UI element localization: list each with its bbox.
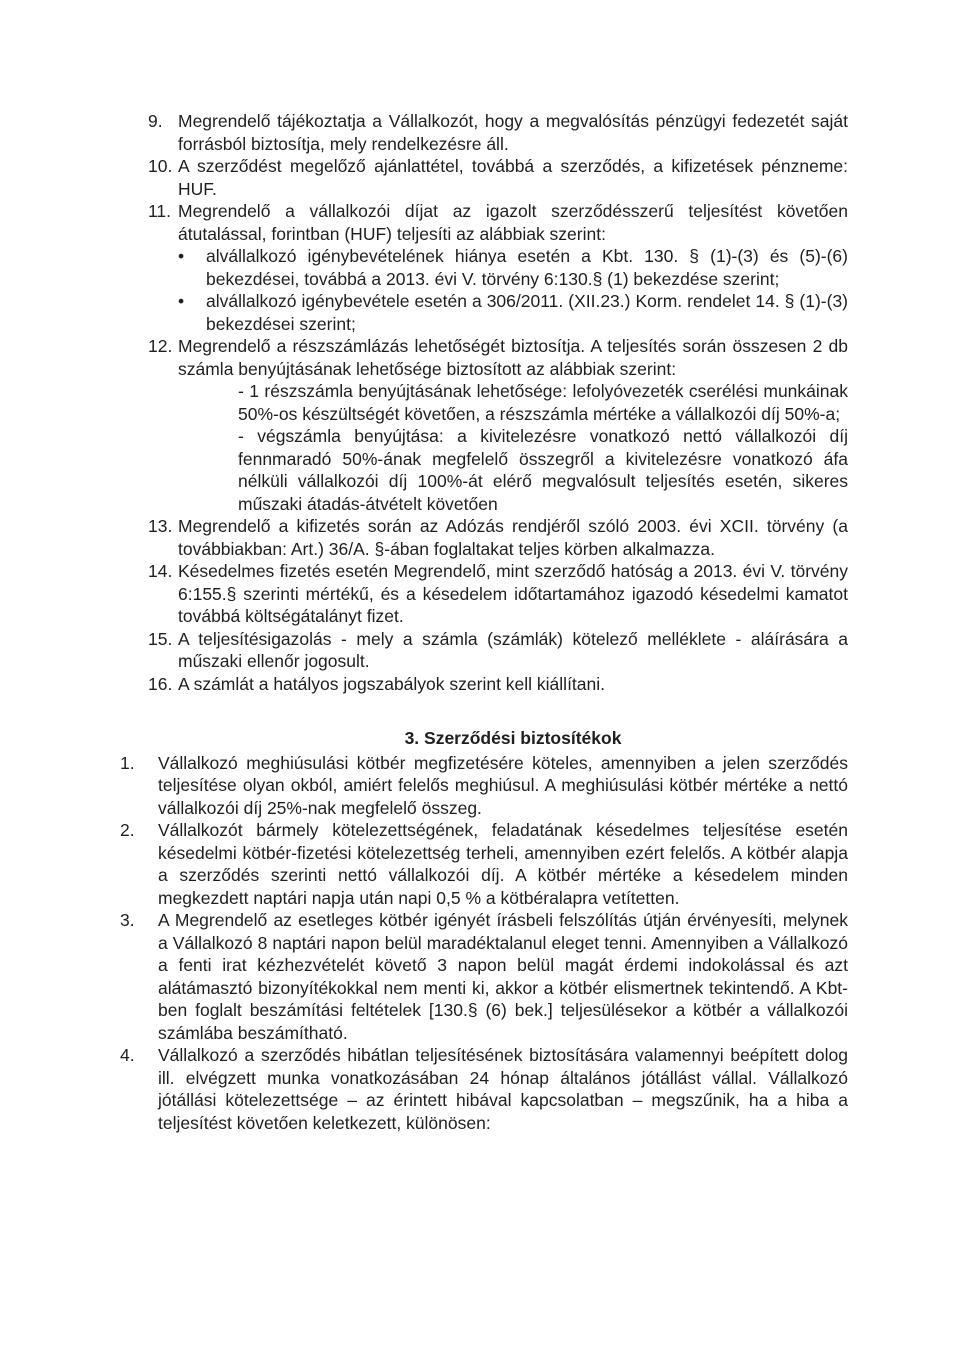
dash-item: - végszámla benyújtása: a kivitelezésre vonatkozó nettó vállalkozói díj fennmaradó 50%-ának megfelelő összegről a kivitelezésre vonatkozó áfa nélküli vállalkozói díj 100%-át elérő megvalósult teljesítés esetén, sikeres műszaki átadás-átvételt követően — [238, 426, 848, 514]
clause-16 — [148, 673, 848, 696]
clause-number: 15. — [148, 628, 173, 649]
contract-text — [120, 110, 848, 1134]
section-3-item-2 — [120, 819, 848, 909]
clause-text: A teljesítésigazolás - mely a számla (számlák) kötelező melléklete - aláírására a műszaki ellenőr jogosult. — [178, 628, 848, 671]
clause-14 — [148, 560, 848, 628]
clause-text: Késedelmes fizetés esetén Megrendelő, mint szerződő hatóság a 2013. évi V. törvény 6:155.§ szerinti mértékű, és a késedelem időtartamához igazodó késedelmi kamatot továbbá költségátalányt fizet. — [178, 561, 848, 626]
bullet-item — [148, 290, 848, 335]
clause-number: 10. — [148, 156, 173, 176]
clause-number: 2. — [120, 820, 135, 840]
clause-11 — [148, 200, 848, 245]
clause-text: Megrendelő tájékoztatja a Vállalkozót, hogy a megvalósítás pénzügyi fedezetét saját forrásból biztosítja, mely rendelkezésre áll. — [178, 111, 848, 154]
clause-number: 11. — [148, 201, 172, 221]
bullet-text: alvállalkozó igénybevétele esetén a 306/2011. (XII.23.) Korm. rendelet 14. § (1)-(3) bekezdései szerint; — [206, 291, 848, 334]
clause-10 — [148, 155, 848, 200]
dash-item: - 1 részszámla benyújtásának lehetősége: lefolyóvezeték cserélési munkáinak 50%-os készültségét követően, a részszámla mértéke a vállalkozói díj 50%-a; — [238, 381, 848, 424]
clause-number: 13. — [148, 516, 173, 536]
clause-text: Megrendelő a vállalkozói díjat az igazolt szerződésszerű teljesítést követően átutalással, forintban (HUF) teljesíti az alábbiak szerint: — [178, 201, 848, 244]
bullet-icon: • — [178, 246, 185, 266]
clause-number: 1. — [120, 752, 135, 773]
section-3-item-4 — [120, 1044, 848, 1134]
clause-12 — [148, 335, 848, 380]
section-3-item-1 — [120, 752, 848, 820]
clause-9 — [148, 110, 848, 155]
clause-text: Vállalkozót bármely kötelezettségének, feladatának késedelmes teljesítése esetén késedelmi kötbér-fizetési kötelezettség terheli, amennyiben ezért felelős. A kötbér alapja a szerződés szerinti nettó vállalkozói díj. A kötbér mértéke a késedelem minden megkezdett naptári napja után napi 0,5 % a kötbéralapra vetítetten. — [158, 820, 848, 908]
clause-number: 4. — [120, 1045, 135, 1065]
clause-text: Vállalkozó a szerződés hibátlan teljesítésének biztosítására valamennyi beépített dolog ill. elvégzett munka vonatkozásában 24 hónap általános jótállást vállal. Vállalkozó jótállási kötelezettsége – az érintett hibával kapcsolatban – megszűnik, ha a hiba a teljesítést követően keletkezett, különösen: — [158, 1045, 848, 1133]
clause-text: A szerződést megelőző ajánlattétel, továbbá a szerződés, a kifizetések pénzneme: HUF. — [178, 156, 848, 199]
section-heading: 3. Szerződési biztosítékok — [404, 728, 622, 748]
clause-text: Megrendelő a kifizetés során az Adózás rendjéről szóló 2003. évi XCII. törvény (a továbbiakban: Art.) 36/A. §-ában foglaltakat teljes körben alkalmazza. — [178, 516, 848, 559]
clause-number: 12. — [148, 336, 173, 356]
clause-number: 16. — [148, 673, 173, 694]
clause-number: 9. — [148, 111, 163, 131]
clause-number: 3. — [120, 910, 135, 930]
clause-15 — [148, 628, 848, 673]
section-3-item-3 — [120, 909, 848, 1044]
bullet-icon: • — [178, 291, 185, 311]
section-3-list — [120, 752, 848, 1135]
clause-13 — [148, 515, 848, 560]
clause-text: Megrendelő a részszámlázás lehetőségét biztosítja. A teljesítés során összesen 2 db számla benyújtásának lehetősége biztosított az alábbiak szerint: — [178, 336, 848, 379]
clause-number: 14. — [148, 561, 173, 581]
bullet-text: alvállalkozó igénybevételének hiánya esetén a Kbt. 130. § (1)-(3) és (5)-(6) bekezdései, továbbá a 2013. évi V. törvény 6:130.§ (1) bekezdése szerint; — [206, 246, 848, 289]
clause-text: Vállalkozó meghiúsulási kötbér megfizetésére köteles, amennyiben a jelen szerződés teljesítése olyan okból, amiért felelős meghiúsul. A meghiúsulási kötbér mértéke a nettó vállalkozói díj 25%-nak megfelelő összeg. — [158, 752, 848, 818]
clause-text: A számlát a hatályos jogszabályok szerint kell kiállítani. — [178, 673, 606, 694]
bullet-item — [148, 245, 848, 290]
clause-text: A Megrendelő az esetleges kötbér igényét írásbeli felszólítás útján érvényesíti, melynek a Vállalkozó 8 naptári napon belül maradéktalanul eleget tenni. Amennyiben a Vállalkozó a fenti irat kézhezvételét követő 3 napon belül magát érdemi indokolással és azt alátámasztó bizonyítékokkal nem menti ki, akkor a kötbér elismertnek tekintendő. A Kbt-ben foglalt beszámítási feltételek [130.§ (6) bek.] teljesülésekor a kötbér a vállalkozói számlába beszámítható. — [158, 910, 848, 1043]
